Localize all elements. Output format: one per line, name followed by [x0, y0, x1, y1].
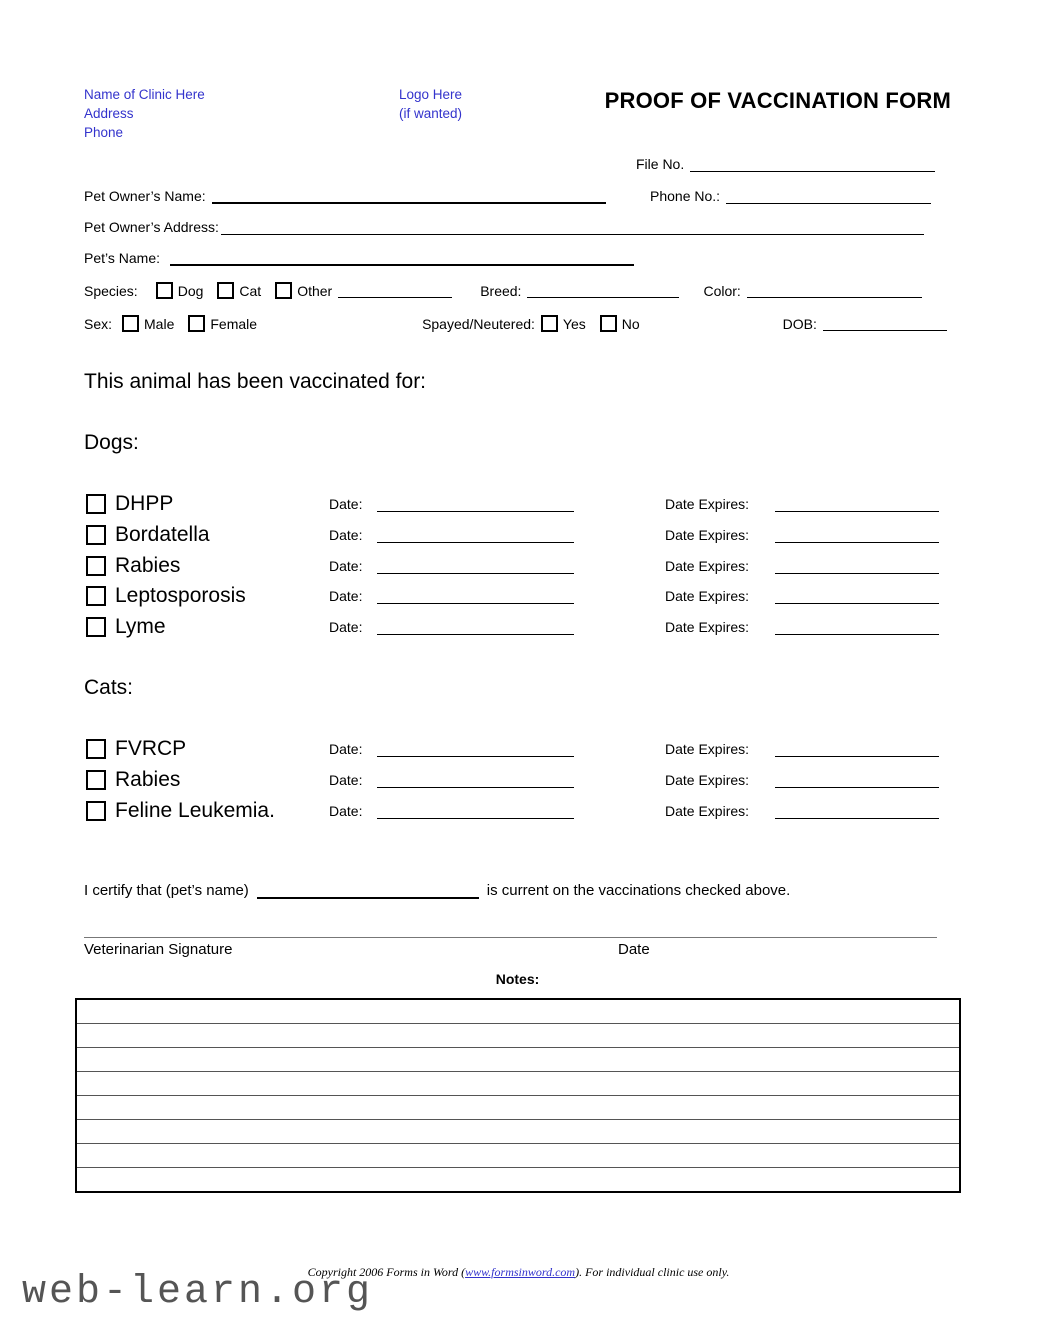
date-expires-input-line[interactable]	[775, 756, 939, 757]
date-input-line[interactable]	[377, 756, 574, 757]
species-cat-label: Cat	[239, 282, 262, 299]
vaccine-name: Leptosporosis	[115, 584, 246, 608]
owner-name-label: Pet Owner’s Name:	[84, 188, 206, 204]
logo-placeholder-line2: (if wanted)	[399, 106, 463, 121]
sex-male-label: Male	[144, 315, 175, 332]
dob-label: DOB:	[782, 315, 817, 332]
vaccine-checkbox-rabies-cat[interactable]	[86, 770, 106, 790]
watermark: web-learn.org	[22, 1270, 374, 1315]
notes-row[interactable]	[76, 1024, 960, 1048]
notes-cell[interactable]	[76, 1096, 960, 1120]
date-input-line[interactable]	[377, 818, 574, 819]
notes-row[interactable]	[76, 1048, 960, 1072]
date-expires-label: Date Expires:	[665, 496, 750, 512]
date-input-line[interactable]	[377, 634, 574, 635]
sex-female-checkbox[interactable]	[188, 315, 205, 332]
notes-label	[0, 971, 1037, 987]
date-expires-label: Date Expires:	[665, 588, 750, 605]
copyright-prefix: Copyright 2006 Forms in Word (	[307, 1265, 466, 1279]
dob-input-line[interactable]	[823, 317, 947, 331]
intro-heading: This animal has been vaccinated for:	[84, 370, 427, 393]
owner-address-field[interactable]	[84, 219, 924, 235]
notes-row[interactable]	[76, 1096, 960, 1120]
date-expires-input-line[interactable]	[775, 542, 939, 543]
sex-male-checkbox[interactable]	[122, 315, 139, 332]
owner-address-label: Pet Owner’s Address:	[84, 219, 219, 235]
notes-cell[interactable]	[76, 1072, 960, 1096]
date-input-line[interactable]	[377, 573, 574, 574]
notes-row[interactable]	[76, 1168, 960, 1193]
date-expires-input-line[interactable]	[775, 603, 939, 604]
formsinword-link[interactable]: www.formsinword.com	[465, 1265, 576, 1279]
file-no-field[interactable]	[636, 156, 935, 172]
notes-table[interactable]	[75, 998, 961, 1193]
notes-row[interactable]	[76, 1144, 960, 1168]
species-other-input-line[interactable]	[338, 284, 452, 298]
sex-label: Sex:	[84, 315, 113, 332]
notes-cell[interactable]	[76, 1144, 960, 1168]
date-label: Date:	[329, 557, 363, 574]
signature-line[interactable]	[84, 937, 937, 938]
vaccine-name: Rabies	[115, 553, 181, 577]
vaccine-checkbox-rabies-dog[interactable]	[86, 556, 106, 576]
spayed-no-checkbox[interactable]	[600, 315, 617, 332]
pet-name-field[interactable]	[84, 250, 634, 266]
vaccine-name: Lyme	[115, 615, 166, 639]
vaccine-name: Bordatella	[115, 522, 210, 546]
owner-name-field[interactable]	[84, 188, 606, 204]
breed-input-line[interactable]	[527, 284, 679, 298]
date-expires-label: Date Expires:	[665, 557, 750, 574]
date-label: Date:	[329, 526, 363, 543]
date-expires-input-line[interactable]	[775, 634, 939, 635]
owner-address-input-line[interactable]	[221, 221, 924, 235]
vaccine-checkbox-lyme[interactable]	[86, 617, 106, 637]
clinic-address: Address	[84, 106, 134, 121]
vaccine-name: Feline Leukemia.	[115, 798, 275, 822]
pet-name-input-line[interactable]	[170, 251, 634, 266]
certify-pet-name-input-line[interactable]	[257, 884, 479, 899]
date-label: Date:	[329, 771, 363, 788]
date-input-line[interactable]	[377, 603, 574, 604]
species-other-checkbox[interactable]	[275, 282, 292, 299]
species-dog-label: Dog	[177, 282, 204, 299]
date-expires-input-line[interactable]	[775, 818, 939, 819]
date-label: Date:	[329, 588, 363, 605]
cats-heading: Cats:	[84, 676, 134, 699]
vaccine-name: Rabies	[115, 767, 181, 791]
date-label: Date:	[329, 802, 363, 819]
phone-no-field[interactable]	[650, 188, 931, 204]
notes-cell[interactable]	[76, 1024, 960, 1048]
date-expires-input-line[interactable]	[775, 511, 939, 512]
date-expires-label: Date Expires:	[665, 802, 750, 819]
notes-row[interactable]	[76, 1072, 960, 1096]
sex-row	[84, 315, 947, 332]
date-expires-label: Date Expires:	[665, 771, 750, 788]
species-row	[84, 282, 922, 299]
spayed-yes-checkbox[interactable]	[541, 315, 558, 332]
sex-female-label: Female	[210, 315, 258, 332]
date-label: Date:	[329, 741, 363, 757]
copyright-suffix: ). For individual clinic use only.	[575, 1265, 730, 1279]
notes-label-text: Notes:	[495, 971, 540, 987]
date-expires-label: Date Expires:	[665, 619, 750, 636]
logo-placeholder	[399, 85, 462, 123]
vaccine-checkbox-fvrcp[interactable]	[86, 739, 106, 759]
date-input-line[interactable]	[377, 542, 574, 543]
vaccine-checkbox-leptosporosis[interactable]	[86, 586, 106, 606]
spayed-neutered-label: Spayed/Neutered:	[422, 315, 535, 332]
notes-row[interactable]	[76, 1120, 960, 1144]
certify-suffix: is current on the vaccinations checked above.	[486, 882, 791, 899]
spayed-yes-label: Yes	[562, 315, 586, 332]
notes-cell[interactable]	[76, 1168, 960, 1193]
date-expires-label: Date Expires:	[665, 741, 750, 757]
breed-label: Breed:	[480, 282, 522, 299]
logo-placeholder-line1: Logo Here	[399, 87, 463, 102]
vaccine-checkbox-feline-leukemia[interactable]	[86, 801, 106, 821]
vaccine-checkbox-bordatella[interactable]	[86, 525, 106, 545]
owner-name-input-line[interactable]	[212, 189, 606, 204]
certification-statement	[84, 882, 790, 899]
species-label: Species:	[84, 282, 138, 299]
date-expires-input-line[interactable]	[775, 787, 939, 788]
notes-cell[interactable]	[76, 1120, 960, 1144]
species-dog-checkbox[interactable]	[156, 282, 173, 299]
page-title: PROOF OF VACCINATION FORM	[604, 88, 951, 113]
species-cat-checkbox[interactable]	[217, 282, 234, 299]
clinic-phone: Phone	[84, 125, 124, 140]
date-label: Date:	[329, 496, 363, 512]
dogs-heading: Dogs:	[84, 431, 139, 454]
color-label: Color:	[703, 282, 741, 299]
date-label: Date:	[329, 619, 363, 636]
notes-cell[interactable]	[76, 999, 960, 1024]
color-input-line[interactable]	[747, 284, 922, 298]
file-no-label: File No.	[636, 156, 685, 172]
date-expires-label: Date Expires:	[665, 526, 750, 543]
phone-no-label: Phone No.:	[650, 188, 721, 204]
spayed-no-label: No	[621, 315, 640, 332]
vaccine-name: DHPP	[115, 492, 174, 515]
date-expires-input-line[interactable]	[775, 573, 939, 574]
species-other-label: Other	[297, 282, 333, 299]
file-no-input-line[interactable]	[690, 158, 935, 172]
date-input-line[interactable]	[377, 787, 574, 788]
notes-cell[interactable]	[76, 1048, 960, 1072]
signature-label: Veterinarian Signature	[84, 941, 233, 958]
certify-prefix: I certify that (pet’s name)	[84, 882, 249, 899]
phone-no-input-line[interactable]	[726, 190, 931, 204]
notes-table-body	[76, 999, 960, 1192]
clinic-name: Name of Clinic Here	[84, 87, 205, 102]
notes-row[interactable]	[76, 999, 960, 1024]
vaccine-name: FVRCP	[115, 737, 187, 760]
pet-name-label: Pet’s Name:	[84, 250, 160, 266]
signature-date-label: Date	[618, 941, 650, 958]
clinic-info-block	[84, 85, 205, 142]
vaccine-checkbox-dhpp[interactable]	[86, 494, 106, 514]
date-input-line[interactable]	[377, 511, 574, 512]
